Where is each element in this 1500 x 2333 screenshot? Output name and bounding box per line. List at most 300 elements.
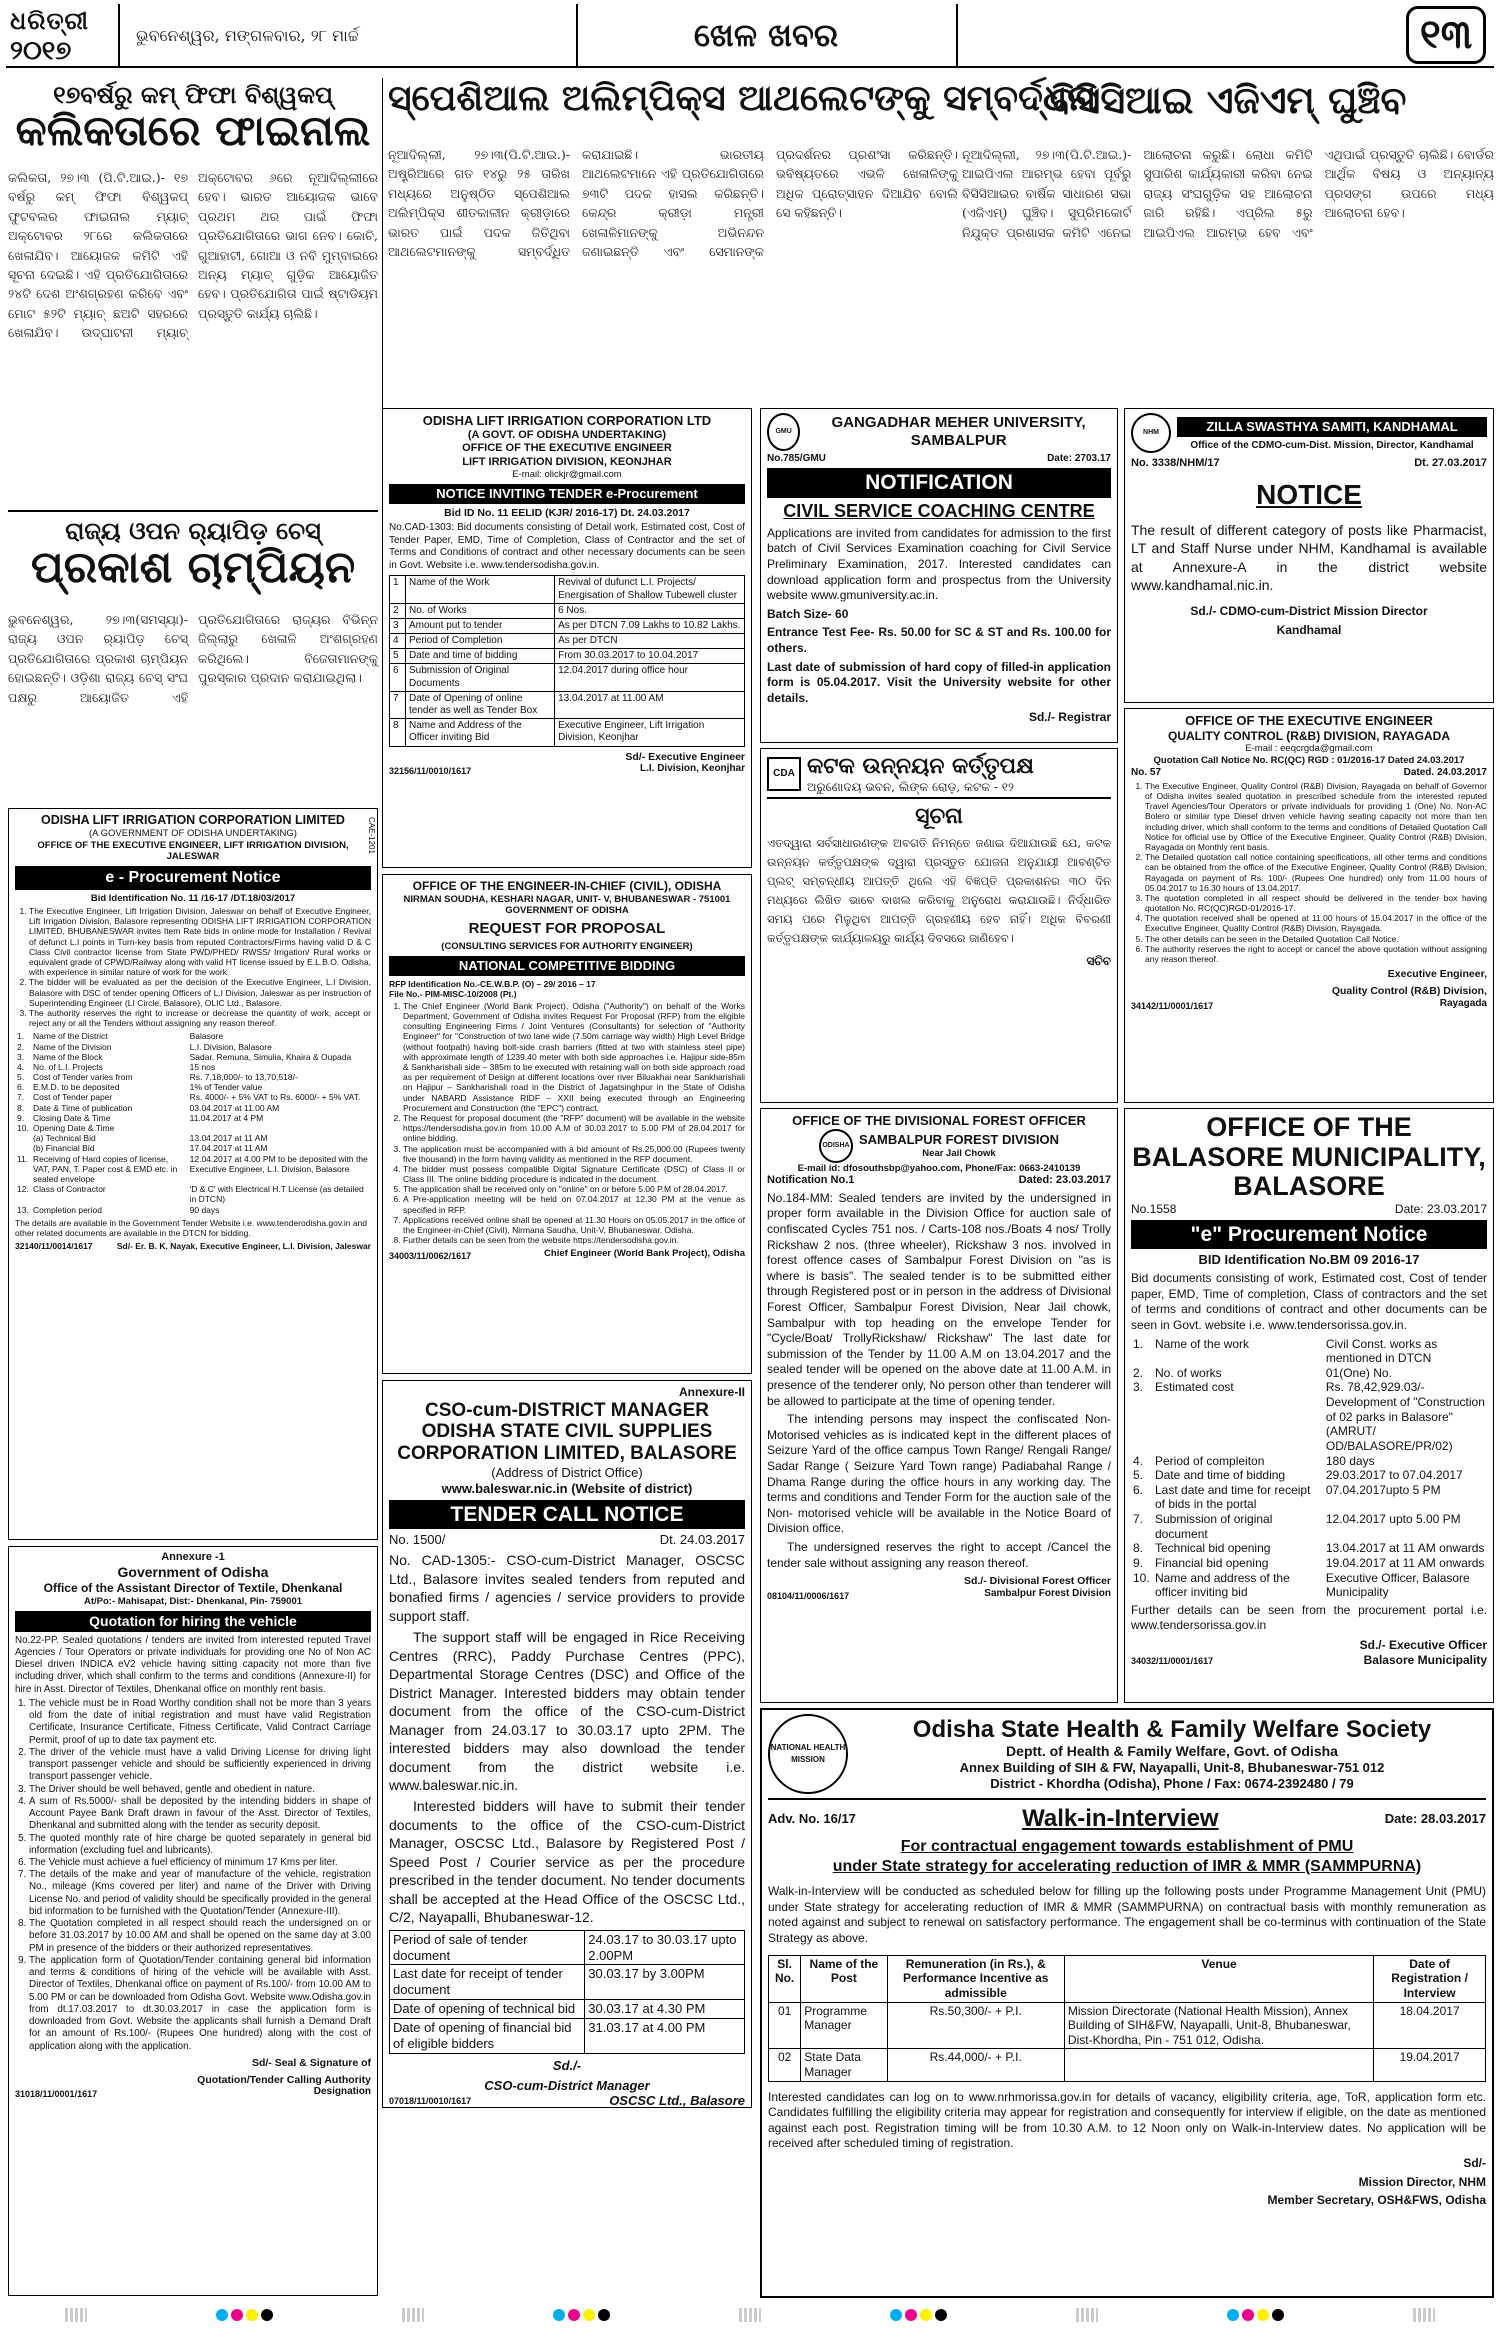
ad-date: Dt. 27.03.2017: [1414, 457, 1487, 469]
table-row: [390, 603, 745, 618]
ad-signature: Sd./- CDMO-cum-District Mission Director: [1190, 604, 1428, 619]
row-no: 8.: [1133, 1541, 1144, 1556]
ad-org: OFFICE OF THE DIVISIONAL FOREST OFFICER: [792, 1113, 1086, 1128]
ad-code: 34032/11/0001/1617: [1131, 1655, 1214, 1666]
ad-sub: NIRMAN SOUDHA, KESHARI NAGAR, UNIT- V, BHUBANESWAR - 751001: [403, 893, 731, 905]
ad-sub: Office of the CDMO-cum-Dist. Mission, Director, Kandhamal: [1190, 439, 1474, 451]
row-label: Date and time of bidding: [1155, 1468, 1286, 1483]
row-label: E.M.D. to be deposited: [33, 1082, 120, 1093]
row-label: Cost of Tender paper: [33, 1092, 113, 1103]
row-value: As per DTCN: [555, 634, 745, 649]
ad-footer: Interested candidates can log on to www.nrhmorissa.gov.in for details of vacancy, eligibility criteria, age, ToR, application form etc. Candidates fulfilling the eligibility criteria may appear for registration and consequently for interview if eligible, on the date as mentioned against each post. Registration timing will be from 10.30 A.M. to 12 Noon only on Walk-in-Interview dates. No application will be received after scheduled timing of registration.: [768, 2089, 1486, 2151]
ad-org: Odisha State Health & Family Welfare Society: [912, 1715, 1432, 1743]
olic-jal-items: [15, 906, 371, 1028]
ad-signature: Quotation/Tender Calling Authority: [197, 2073, 371, 2086]
ad-sub: SAMBALPUR FOREST DIVISION: [858, 1132, 1060, 1148]
table-row: [1131, 1483, 1487, 1512]
ad-signature: Sd./- Registrar: [1028, 710, 1111, 725]
special-story-head: [388, 77, 1097, 140]
row-value: 13.04.2017 at 11 AM: [189, 1133, 268, 1144]
row-label: No. of works: [1155, 1365, 1222, 1380]
table-row: [15, 1103, 371, 1113]
ad-batch: Batch Size- 60: [767, 606, 849, 621]
list-item: 4. The quotation received shall be opened at 11.00 hours of 15.04.2017 in the office of the Executive Engineer, Quality Control (R&B) Division, Rayagada.: [1145, 913, 1487, 933]
row-value: Rs. 7,18,000/- to 13,70,518/-: [189, 1072, 298, 1083]
ad-signature: Balasore Municipality: [1363, 1652, 1487, 1667]
table-row: [390, 649, 745, 664]
ad-address: Near Jail Chowk: [922, 1148, 996, 1159]
ad-signature: Sd/- Er. B. K. Nayak, Executive Engineer, L.I. Division, Jaleswar: [116, 1241, 371, 1252]
ad-vertical-code: CAE-1201: [367, 817, 376, 854]
ad-signature: Chief Engineer (World Bank Project), Odisha: [544, 1248, 745, 1260]
row-label: Date of Opening of online tender as well as Tender Box: [406, 691, 555, 718]
table-row: [15, 1082, 371, 1092]
ad-code: 08104/11/0006/1617: [767, 1590, 850, 1601]
ad-paragraph: No.184-MM: Sealed tenders are invited by the undersigned in proper form available in the Division Office for auction sale of confiscated Cycles 751 nos. / Carts-108 nos./Boats 4 nos/ Trolly Rickshaw 2 nos. (three wheeler), Rickshaw 3 nos. involved in forest offence cases of Sambalpur Forest Division on "as is where is basis". The sealed tender is to be submitted either through Registered post or in person in the address of Divisional Forest Officer, Sambalpur Forest Division, Near Jail chowk, Sambalpur with top heading on the envelope Tender for "Cycle/Boat/ TrollyRickshaw/ Rickshaw" The last date for submission of the Tender by 11.00 A.M on 13.04.2017 and the sealed tender will be opened on the above date at 11.00 A.M. in presence of the tenderer only, No person other than tenderer will be allowed to participate at the time of opening tender.: [767, 1190, 1111, 1408]
row-label: Estimated cost: [1155, 1380, 1234, 1395]
column-header: Venue: [1064, 1955, 1373, 2002]
row-label: Date of opening of financial bid of eligible bidders: [390, 2019, 585, 2054]
ad-subtitle: For contractual engagement towards establishment of PMU: [900, 1838, 1354, 1856]
ad-file-no: File No.- PIM-MISC-10/2008 (Pt.): [389, 988, 517, 999]
table-row: [1131, 1454, 1487, 1469]
ad-email: E-mail id: dfosouthsbp@yahoo.com, Phone/Fax: 0663-2410139: [797, 1162, 1081, 1174]
row-value: 29.03.2017 to 07.04.2017: [1325, 1468, 1463, 1483]
row-no: [15, 1143, 31, 1153]
row-no: 2.: [1133, 1365, 1144, 1380]
ad-signature: Sd./- Divisional Forest Officer: [963, 1575, 1111, 1588]
row-label: Name of the Block: [33, 1051, 103, 1062]
cso-ad: [382, 1380, 752, 2108]
table-row: [390, 576, 745, 603]
rayagada-items: [1131, 781, 1487, 964]
row-value: 'D & C' with Electrical H.T License (as detailed in DTCN): [189, 1184, 364, 1205]
olic-keonjhar-ad: [382, 408, 752, 868]
ad-signature: Designation: [313, 2086, 371, 2098]
ad-org: ODISHA LIFT IRRIGATION CORPORATION LTD: [422, 413, 712, 428]
row-value: Civil Const. works as mentioned in DTCN: [1325, 1336, 1438, 1366]
row-no: 10.: [17, 1123, 29, 1134]
ad-sub: (A GOVT. OF ODISHA UNDERTAKING): [467, 428, 667, 441]
ad-sub: QUALITY CONTROL (R&B) DIVISION, RAYAGADA: [1167, 728, 1451, 743]
row-value: 17.04.2017 at 11 AM: [189, 1143, 268, 1154]
ad-bid-id: BID Identification No.BM 09 2016-17: [1198, 1252, 1420, 1268]
forest-ad: [760, 1108, 1118, 1703]
bcci-story-body: ନୂଆଦିଲ୍ଲୀ, ୨୭।୩(ପି.ଟି.ଆଇ.)- ଆଇପିଏଲ ଆରମ୍ଭ ହେବା ପୂର୍ବରୁ ବିସିସିଆଇର ବାର୍ଷିକ ସାଧାରଣ ସଭା (ଏଜିଏମ୍) ଘୁଞ୍ଚିବ। ସୁପ୍ରିମକୋର୍ଟ ନିଯୁକ୍ତ ପ୍ରଶାସକ କମିଟି ଏନେଇ ଆଲୋଚନା କରୁଛି। ଲୋଧା କମିଟି ସୁପାରିଶ କାର୍ଯ୍ୟକାରୀ କରିବା ନେଇ ରାଜ୍ୟ ସଂଘଗୁଡ଼ିକ ସହ ଆଲୋଚନା ଜାରି ରହିଛି। ଏପ୍ରିଲ ୫ରୁ ଆଇପିଏଲ ଆରମ୍ଭ ହେବ ଏବଂ ଏଥିପାଇଁ ପ୍ରସ୍ତୁତି ଚାଲିଛି। ବୋର୍ଡର ଆର୍ଥିକ ବିଷୟ ଓ ଅନ୍ୟାନ୍ୟ ପ୍ରସଙ୍ଗ ଉପରେ ମଧ୍ୟ ଆଲୋଚନା ହେବ।: [962, 147, 1494, 240]
row-label: Financial bid opening: [1155, 1555, 1269, 1570]
list-item: 5. The application shall be received only on "online" on or before 5.00 P.M of 28.04.2017.: [403, 1184, 745, 1194]
ad-sub: (A GOVERNMENT OF ODISHA UNDERTAKING): [89, 828, 297, 840]
odisha-emblem-icon: ODISHA: [819, 1129, 853, 1163]
ad-date: Dated. 24.03.2017: [1403, 766, 1487, 778]
table-row: [390, 691, 745, 718]
ad-subtitle: under State strategy for accelerating reduction of IMR & MMR (SAMMPURNA): [832, 1857, 1422, 1875]
row-value: 19.04.2017 at 11 AM onwards: [1325, 1555, 1485, 1570]
table-row: [1131, 1571, 1487, 1600]
registration-bar: [1413, 2308, 1435, 2322]
row-value: L.I. Division, Balasore: [189, 1041, 272, 1052]
ad-signature: Executive Engineer,: [1387, 968, 1487, 981]
row-label: Submission of Original Documents: [406, 664, 555, 691]
row-label: Amount put to tender: [406, 618, 555, 633]
table-row: [390, 2000, 745, 2019]
health-table: [768, 1955, 1486, 2082]
list-item: 1. The vehicle must be in Road Worthy condition shall not be more than 3 years old from the date of initial registration and must have valid Registration Certificate, Insurance Certificate, Fitness Certificate, Valid Contract Carriage Permit, proof of up to date tax payment etc.: [29, 1698, 371, 1747]
masthead: [6, 4, 1494, 68]
row-label: Class of Contractor: [33, 1184, 106, 1195]
rapid-story-body: ଭୁବନେଶ୍ୱର, ୨୭।୩(ସମସ୍ୟା)- ରାଜ୍ୟ ଓପନ ର‌୍ୟାପିଡ଼ ଚେସ୍ ପ୍ରତିଯୋଗିତାରେ ପ୍ରକାଶ ଚାମ୍ପିୟନ ହୋଇଛନ୍ତି। ଓଡ଼ିଶା ରାଜ୍ୟ ଚେସ୍ ସଂଘ ପକ୍ଷରୁ ଆୟୋଜିତ ଏହି ପ୍ରତିଯୋଗିତାରେ ରାଜ୍ୟର ବିଭିନ୍ନ ଜିଲ୍ଲାରୁ ଖେଳାଳି ଅଂଶଗ୍ରହଣ କରିଥିଲେ। ବିଜେତାମାନଙ୍କୁ ପୁରସ୍କାର ପ୍ରଦାନ କରାଯାଇଥିଲା।: [8, 612, 378, 705]
row-no: 7.: [17, 1092, 25, 1103]
bcci-headline: ବିସିସିଆଇ ଏଜିଏମ୍ ଘୁଞ୍ଚିବ: [1049, 77, 1407, 122]
ad-fee: Entrance Test Fee- Rs. 50.00 for SC & ST and Rs. 100.00 for others.: [767, 625, 1111, 655]
ad-signature: Sd/- Executive Engineer: [625, 750, 745, 763]
table-row: [15, 1205, 371, 1215]
row-value: Balasore: [189, 1031, 224, 1042]
fifa-headline: କଲିକତାରେ ଫାଇନାଲ: [15, 106, 371, 156]
row-value: As per DTCN 7.09 Lakhs to 10.82 Lakhs.: [555, 618, 745, 633]
rapid-headline: ପ୍ରକାଶ ଚାମ୍ପିୟନ: [30, 542, 356, 594]
masthead-divider: [956, 4, 958, 66]
row-label: Last date for receipt of tender document: [390, 1965, 585, 2000]
row-venue: Mission Directorate (National Health Mission), Annex Building of SIH&FW, Nayapalli, Unit-8, Bhubaneswar, Dist-Khordha, Pin - 751 012, Odisha.: [1064, 2002, 1373, 2049]
fifa-story-head: [8, 80, 378, 160]
row-post: Programme Manager: [801, 2002, 887, 2049]
table-row: [390, 618, 745, 633]
row-value: 31.03.17 at 4.00 PM: [585, 2019, 745, 2054]
ad-email: E-mail : eeqcrgda@gmail.com: [1245, 743, 1373, 755]
ad-district: District - Khordha (Odisha), Phone / Fax: 0674-2392480 / 79: [990, 1776, 1354, 1792]
ad-bid-id: Bid Identification No. 11 /16-17 /DT.18/03/2017: [90, 892, 296, 904]
ad-title: Walk-in-Interview: [1022, 1805, 1219, 1832]
ad-paragraph: No. CAD-1305:- CSO-cum-District Manager, OSCSC Ltd., Balasore invites sealed tenders from reputed and bonafied firms / agencies / service providers to provide support staff.: [389, 1552, 745, 1624]
print-registration-marks: [0, 2300, 1500, 2330]
row-label: Name and address of the officer inviting bid: [1155, 1570, 1290, 1600]
ad-org: Government of Odisha: [117, 1564, 269, 1581]
column-header: Name of the Post: [801, 1955, 887, 2002]
row-no: 2: [390, 603, 406, 618]
row-value: Sadar, Remuna, Simulia, Khaira & Oupada: [189, 1051, 352, 1062]
ad-further: Further details can be seen from the procurement portal i.e. www.tendersorissa.gov.in: [1131, 1602, 1487, 1633]
row-no: 8.: [17, 1102, 25, 1113]
ad-email: E-mail: olickjr@gmail.com: [512, 469, 622, 481]
ad-no: No. 3338/NHM/17: [1131, 457, 1220, 469]
ad-no: No. 1500/: [389, 1532, 446, 1548]
ad-org: OFFICE OF THE BALASORE MUNICIPALITY, BALASORE: [1132, 1112, 1486, 1202]
ad-code: 32140/11/0014/1617: [15, 1241, 93, 1252]
table-row: [15, 1123, 371, 1133]
list-item: 3. The quotation completed in all respect should be delivered in the tender box having quotation No. RC(QC)RGD-01/2016-17.: [1145, 893, 1487, 913]
list-item: 6. A Pre-application meeting will be held on 07.04.2017 at 12.30 PM at the venue as specified in RFP.: [403, 1194, 745, 1214]
ad-date: Date: 23.03.2017: [1394, 1202, 1487, 1217]
ad-address: Annex Building of SIH & FW, Nayapalli, Unit-8, Bhubaneswar-751 012: [959, 1760, 1385, 1776]
list-item: 2. The Request for proposal document (the "RFP" document) will be available in the website https://tendersodisha.gov.in from 10.00 A.M of 30.03.2017 to 5.00 PM of 28.04.2017 for online bidding.: [403, 1113, 745, 1144]
column-rule: [382, 78, 383, 408]
list-item: 8. Further details can be seen from the website https://tendersodisha.gov.in.: [403, 1235, 745, 1245]
ad-signature: ସଚିବ: [1086, 954, 1111, 969]
row-no: 1.: [17, 1031, 25, 1042]
ad-sub: Office of the Assistant Director of Textile, Dhenkanal: [43, 1581, 343, 1596]
row-value: 07.04.2017upto 5 PM: [1325, 1482, 1441, 1497]
list-item: 2. The Detailed quotation call notice containing specifications, all other terms and conditions can be obtained from the office of the Executive Engineer, Quality Control (R&B) Division, Rayagada on payment of Rs. 100/- (Rupees One hundred) only from 11.00 hours of 05.04.2017 to 16.30 hours of 13.04.2017.: [1145, 852, 1487, 893]
row-value: Executive Engineer, Lift Irrigation Division, Keonjhar: [555, 719, 745, 746]
ad-org: ODISHA LIFT IRRIGATION CORPORATION LIMITED: [41, 813, 345, 827]
ad-sub: OFFICE OF THE EXECUTIVE ENGINEER, LIFT IRRIGATION DIVISION, JALESWAR: [37, 839, 349, 863]
row-value: 03.04.2017 at 11.00 AM: [189, 1102, 280, 1113]
ad-banner: TENDER CALL NOTICE: [389, 1500, 745, 1530]
ad-no: Adv. No. 16/17: [768, 1810, 856, 1826]
row-label: Name of the District: [33, 1031, 108, 1042]
ad-no: No.785/GMU: [767, 453, 826, 464]
cso-table: [389, 1930, 745, 2054]
rayagada-ad: [1124, 708, 1494, 1103]
ad-signature: OSCSC Ltd., Balasore: [609, 2093, 745, 2109]
row-no: [15, 1133, 31, 1143]
special-headline: ସ୍ପେଶିଆଲ ଅଲିମ୍ପିକ୍ସ ଆଥଲେଟଙ୍କୁ ସମ୍ବର୍ଦ୍ଧନା: [388, 77, 1097, 119]
special-story-body: ନୂଆଦିଲ୍ଲୀ, ୨୭।୩(ପି.ଟି.ଆଇ.)- ଅଷ୍ଟ୍ରିଆରେ ଗତ ୧୪ରୁ ୨୫ ତାରିଖ ମଧ୍ୟରେ ଅନୁଷ୍ଠିତ ସ୍ପେଶିଆଲ ଅଲିମ୍ପିକ୍ସ ଶୀତକାଳୀନ କ୍ରୀଡ଼ାରେ ଭାରତ ପାଇଁ ପଦକ ଜିତିଥିବା ଆଥଲେଟମାନଙ୍କୁ ସମ୍ବର୍ଦ୍ଧିତ କରାଯାଇଛି। ଭାରତୀୟ ଆଥଲେଟମାନେ ଏହି ପ୍ରତିଯୋଗିତାରେ ୭୩ଟି ପଦକ ହାସଲ କରିଛନ୍ତି। କେନ୍ଦ୍ର କ୍ରୀଡ଼ା ମନ୍ତ୍ରୀ ଖେଳାଳିମାନଙ୍କୁ ଅଭିନନ୍ଦନ ଜଣାଇଛନ୍ତି ଏବଂ ସେମାନଙ୍କ ପ୍ରଦର୍ଶନର ପ୍ରଶଂସା କରିଛନ୍ତି। ଭବିଷ୍ୟତରେ ଏଭଳି ଖେଳାଳିଙ୍କୁ ଅଧିକ ପ୍ରୋତ୍ସାହନ ଦିଆଯିବ ବୋଲି ସେ କହିଛନ୍ତି।: [388, 147, 958, 259]
row-no: 2.: [17, 1041, 25, 1052]
ad-title: ସୂଚନା: [915, 803, 963, 830]
row-no: 1: [390, 576, 406, 603]
list-item: 2. The driver of the vehicle must have a valid Driving License for driving light transport passenger vehicle and should be sufficiently experienced in driving transport passenger vehicle.: [29, 1747, 371, 1784]
row-label: Period of sale of tender document: [390, 1930, 585, 1965]
row-no: 6.: [17, 1082, 25, 1093]
list-item: 1. The Executive Engineer, Quality Control (R&B) Division, Rayagada on behalf of Governor of Odisha invites sealed quotation in prescribed schedule from the interested reputed Travel Agencies/Tour Operators or private individuals for providing 1 (One) No. Non-AC Bolero or similar type Diesel driven vehicle having seating capacity not more than ten including driver, which shall conform to the terms and conditions of Detailed Quotation Call Notice for official use by Office of the Executive Engineer, Quality Control (R&B) Division, Rayagada on Monthly rent basis.: [1145, 781, 1487, 852]
row-value: Executive Officer, Balasore Municipality: [1325, 1570, 1470, 1600]
table-row: [1131, 1541, 1487, 1556]
ad-no: Notification No.1: [767, 1174, 855, 1187]
ad-signature: Kandhamal: [1276, 623, 1342, 638]
list-item: 4. The bidder must possess compatible Digital Signature Certificate (DSC) of Class II or Class III. The online bidding procedure is indicated in the document.: [403, 1164, 745, 1184]
table-row: [15, 1092, 371, 1102]
ad-signature: Sd/- Seal & Signature of: [251, 2056, 371, 2069]
ad-body: The result of different category of posts like Pharmacist, LT and Staff Nurse under NHM, Kandhamal is available at Annexure-A in the district website www.kandhamal.nic.in.: [1131, 521, 1487, 593]
table-row: [15, 1042, 371, 1052]
row-value: 24.03.17 to 30.03.17 upto 2.00PM: [585, 1930, 745, 1965]
olic-jaleswar-table: [15, 1031, 371, 1214]
ad-org: କଟକ ଉନ୍ନୟନ କର୍ତ୍ତୃପକ୍ଷ: [807, 753, 1034, 779]
ad-address: At/Po:- Mahisapat, Dist:- Dhenkanal, Pin- 759001: [83, 1596, 303, 1608]
newspaper-brand: ଧରିତ୍ରୀ: [10, 6, 89, 35]
table-row: [1131, 1468, 1487, 1483]
row-no: 4.: [17, 1061, 25, 1072]
list-item: 3. The application must be accompanied with a bid amount of Rs.25,000.00 (Rupees twenty five thousand) in the form having validity as mentioned in the RFP document.: [403, 1144, 745, 1164]
olic-keonjhar-table: [389, 575, 745, 746]
column-header: Sl. No.: [769, 1955, 801, 2002]
ad-sub: OFFICE OF THE EXECUTIVE ENGINEER: [462, 442, 672, 455]
masthead-divider: [576, 4, 578, 66]
cda-ad: [760, 748, 1118, 1103]
list-item: 6. The Vehicle must achieve a fuel efficiency of minimum 17 Kms per liter.: [29, 1857, 371, 1869]
ad-banner: NOTIFICATION: [767, 468, 1111, 498]
row-label: Name and Address of the Officer inviting Bid: [406, 719, 555, 746]
row-value: 15 nos: [189, 1061, 216, 1072]
ad-sub: GOVERNMENT OF ODISHA: [505, 905, 629, 917]
table-row: [15, 1133, 371, 1143]
nhm-logo-icon: NHM: [1131, 413, 1171, 453]
registration-bar: [1076, 2308, 1098, 2322]
row-value: 12.04.2017 upto 5.00 PM: [1325, 1512, 1461, 1527]
ad-annex: Annexure-II: [678, 1385, 745, 1399]
row-no: 9.: [1133, 1555, 1144, 1570]
divider: [8, 510, 378, 512]
row-label: No. of Works: [406, 603, 555, 618]
ad-paragraph: The intending persons may inspect the confiscated Non- Motorised vehicles as is indicated kept in the different places of Seizure Yard of the office campus Town Range/ Rengali Range/ Sadar Range ( Seizure Yard Town range) Padiabahal Range / Dhama Range during the office hours in any working day. The terms and conditions and Tender Form for the auction sale of the Non- motorised vehicle will be available in the Notice Board of Division office.: [767, 1412, 1111, 1536]
table-row: [1131, 1556, 1487, 1571]
row-pay: Rs.44,000/- + P.I.: [887, 2049, 1064, 2081]
row-no: 3: [390, 618, 406, 633]
row-no: 3.: [17, 1051, 25, 1062]
row-no: 7.: [1133, 1512, 1144, 1527]
ad-bid-id: Bid ID No. 11 EELID (KJR/ 2016-17) Dt. 24.03.2017: [444, 506, 690, 519]
table-row: [390, 719, 745, 746]
ad-paragraph: The undersigned reserves the right to accept /Cancel the tender sale without assigning any reason thereof.: [767, 1539, 1111, 1570]
ad-signature: Sd/-: [1463, 2156, 1486, 2171]
ad-body: ଏତଦ୍ୱାରା ସର୍ବସାଧାରଣଙ୍କ ଅବଗତି ନିମନ୍ତେ ଜଣାଇ ଦିଆଯାଉଛି ଯେ, କଟକ ଉନ୍ନୟନ କର୍ତ୍ତୃପକ୍ଷଙ୍କ ଦ୍ୱାରା ପ୍ରସ୍ତୁତ ଯୋଜନା ଅନୁଯାୟୀ ଆବଣ୍ଟିତ ପ୍ଲଟ୍ ସମ୍ବନ୍ଧୀୟ ଆପତ୍ତି ଥିଲେ ଏହି ବିଜ୍ଞପ୍ତି ପ୍ରକାଶନର ୩୦ ଦିନ ମଧ୍ୟରେ ଲିଖିତ ଭାବେ ଦାଖଲ କରିବାକୁ ଅନୁରୋଧ କରାଯାଉଛି। ନିର୍ଦ୍ଧାରିତ ସମୟ ପରେ ମିଳୁଥିବା ଆପତ୍ତି ଗ୍ରହଣୀୟ ହେବ ନାହିଁ। ଅଧିକ ବିବରଣୀ କର୍ତ୍ତୃପକ୍ଷଙ୍କ କାର୍ଯ୍ୟାଳୟରୁ କାର୍ଯ୍ୟ ଦିବସରେ ଜାଣିହେବ।: [767, 836, 1111, 946]
ad-no: No. 57: [1131, 766, 1162, 778]
table-row: [390, 634, 745, 649]
edition-year: ୨୦୧୭: [10, 36, 72, 66]
row-value: 01(One) No.: [1325, 1365, 1392, 1380]
row-value: Rs. 78,42,929.03/- Development of "Construction of 02 parks in Balasore" (AMRUT/ OD/BALASORE/PR/02): [1325, 1380, 1485, 1453]
ad-org: GANGADHAR MEHER UNIVERSITY, SAMBALPUR: [831, 413, 1086, 449]
row-no: 5.: [17, 1072, 25, 1083]
column-header: Date of Registration / Interview: [1374, 1955, 1486, 2002]
row-value: Revival of dufunct L.I. Projects/ Energisation of Shallow Tubewell cluster: [555, 576, 745, 603]
table-row: [769, 2002, 1486, 2049]
table-row: [390, 2019, 745, 2054]
page-number: ୧୩: [1406, 6, 1486, 64]
ad-body: No.CAD-1303: Bid documents consisting of Detail work, Estimated cost, Cost of Tender Paper, EMD, Time of Completion, Class of Contractor and the set of Terms and Conditions of contract and other necessary documents can be seen in Govt. Website i.e. www.tendersodisha.gov.in.: [389, 522, 745, 571]
ad-org: CSO-cum-DISTRICT MANAGER ODISHA STATE CIVIL SUPPLIES CORPORATION LIMITED, BALASORE: [397, 1399, 737, 1465]
ad-address: (Address of District Office): [491, 1465, 643, 1481]
ad-sub: (CONSULTING SERVICES FOR AUTHORITY ENGINEER): [441, 941, 693, 953]
textile-ad: [8, 1546, 378, 2296]
list-item: 7. Applications received online shall be opened at 11.30 Hours on 05.05.2017 in the office of the Engineer-in-Chief (Civil), Nirmana Saudha, Unit-V, Bhubaneswar, Odisha.: [403, 1215, 745, 1235]
row-no: 13.: [17, 1204, 29, 1215]
list-item: 6. The authority reserves the right to accept or cancel the above quotation without assigning any reason thereof.: [1145, 944, 1487, 964]
row-venue: [1064, 2049, 1373, 2081]
row-label: Receiving of Hard copies of license, VAT, PAN, T. Paper cost & EMD etc. in sealed envelope: [33, 1153, 178, 1184]
ad-code: 34142/11/0001/1617: [1131, 1000, 1214, 1011]
ad-sub: Deptt. of Health & Family Welfare, Govt. of Odisha: [1006, 1743, 1338, 1760]
row-pay: Rs.50,300/- + P.I.: [887, 2002, 1064, 2049]
zss-ad: [1124, 408, 1494, 703]
bcci-story-head: [962, 77, 1494, 140]
row-no: 6.: [1133, 1482, 1144, 1497]
ad-date: Dt. 24.03.2017: [659, 1532, 745, 1548]
ad-date: Date: 2703.17: [1047, 453, 1111, 464]
eic-items: [389, 1001, 745, 1246]
row-value: 30.03.17 by 3.00PM: [585, 1965, 745, 2000]
textile-items: [15, 1698, 371, 2053]
table-row: [15, 1052, 371, 1062]
row-label: Name of the work: [1155, 1336, 1250, 1351]
table-row: [1131, 1337, 1487, 1366]
registration-bar: [402, 2308, 424, 2322]
row-label: Period of compleiton: [1155, 1453, 1265, 1468]
list-item: 9. The application form of Quotation/Tender containing general bid information and terms & conditions of hiring of the vehicle will be available with Asst. Director of Textiles, Dhenkanal office on payment of Rs.100/- from 10.00 AM to 5.00 PM or can be downloaded from Odisha Govt. Website www.Odisha.gov.in from dt.17.03.2017 to dt.30.03.2017 in case the application form is downloaded from Govt. Website the applicants shall furnish a Demand Draft for an amount of Rs.100/- (Rupees One hundred) along with the cost of application along with the application.: [29, 1955, 371, 2053]
row-post: State Data Manager: [801, 2049, 887, 2081]
row-value: 13.04.2017 at 11 AM onwards: [1325, 1541, 1485, 1556]
row-label: Date of opening of technical bid: [390, 2000, 585, 2019]
ad-body: Applications are invited from candidates for admission to the first batch of Civil Services Examination coaching for Civil Service Preliminary Examination, 2017. Interested candidates can download application form and prospectus from the University website www.gmuniversity.ac.in.: [767, 525, 1111, 603]
row-no: 3.: [1133, 1380, 1144, 1395]
ad-rfp-id: RFP Identification No.-CE.W.B.P. (O) – 29/ 2016 – 17: [389, 978, 596, 989]
row-no: 1.: [1133, 1336, 1144, 1351]
table-row: [15, 1113, 371, 1123]
row-no: 4: [390, 634, 406, 649]
list-item: 2. The bidder will be evaluated as per the decision of the Executive Engineer, L.I Division, Balasore with DSC of tender opening Officers of L.I Division, Jaleswar as per instruction of Superintending Engineer (LI Circle, Balasore), OLIC Ltd., Balasore.: [29, 977, 371, 1008]
row-no: 02: [769, 2049, 801, 2081]
rapid-kicker: ରାଜ୍ୟ ଓପନ ର‌୍ୟାପିଡ଼ ଚେସ୍: [65, 516, 321, 545]
row-no: 01: [769, 2002, 801, 2049]
date-line: ଭୁବନେଶ୍ୱର, ମଙ୍ଗଳବାର, ୨୮ ମାର୍ଚ୍ଚ: [136, 26, 359, 45]
table-row: [15, 1143, 371, 1153]
row-value: Rs. 4000/- + 5% VAT to Rs. 6000/- + 5% VAT.: [189, 1092, 361, 1103]
ad-signature: Sd./-: [552, 2057, 582, 2073]
row-no: 5: [390, 649, 406, 664]
list-item: 4. A sum of Rs.5000/- shall be deposited by the intending bidders in shape of Account Payee Bank Draft drawn in favour of the Asst. Director of Textiles, Dhenkanal and submitted along with the tender as security deposit.: [29, 1796, 371, 1833]
row-label: Date & Time of publication: [33, 1102, 133, 1113]
ad-paragraph: The support staff will be engaged in Rice Receiving Centres (RRC), Paddy Purchase Centres (PPC), Departmental Storage Centres (DSC) and Office of the District Manager. Interested bidders may obtain tender document from the office of the CSO-cum-District Manager from 24.03.17 to 30.03.17 upto 2PM. The interested bidders may also download the tender document from the district website i.e. www.baleswar.nic.in.: [389, 1629, 745, 1793]
list-item: 5. The quoted monthly rate of hire charge be quoted separately in general bid information (excluding fuel and lubricants).: [29, 1833, 371, 1857]
registration-bar: [739, 2308, 761, 2322]
ad-no: No.1558: [1131, 1202, 1177, 1217]
eic-ad: [382, 874, 752, 1374]
list-item: 1. The Executive Engineer, Lift Irrigation Division, Jaleswar on behalf of Executive Engineer, Lift Irrigation Division, Balasore representing ODISHA LIFT IRRIGATION CORPORATION LIMITED, BHUBANESWAR invites Item Rate bids in online mode for Installation / Revival of defunct L.I points in Turn-key basis from reputed Contractors/Firms having valid D & C Class Civil contractor license from State PWD/PHED/ RWSS/ Irrigation/ Rural works or equivalent grade of CPWD/Railway along with valid HT license issued by E.L.B.O. Odisha, with experience in similar nature of work for the work.: [29, 906, 371, 977]
color-dots: [1227, 2309, 1284, 2321]
nhm-logo-icon: NATIONAL HEALTH MISSION: [768, 1714, 848, 1794]
table-row: [390, 1965, 745, 2000]
table-row: [1131, 1366, 1487, 1381]
fifa-kicker: ୧୭ବର୍ଷରୁ କମ୍ ଫିଫା ବିଶ୍ୱକପ୍: [53, 80, 333, 109]
masthead-divider: [118, 4, 120, 66]
ad-banner: NOTICE INVITING TENDER e-Procurement: [389, 484, 745, 504]
table-row: [390, 1930, 745, 1965]
ad-notice-no: Quotation Call Notice No. RC(QC) RGD : 01/2016-17 Dated 24.03.2017: [1153, 755, 1465, 767]
balasore-table: [1131, 1337, 1487, 1600]
table-row: [15, 1031, 371, 1041]
row-no: 6: [390, 664, 406, 691]
row-label: Cost of Tender varies from: [33, 1072, 133, 1083]
ad-signature: L.I. Division, Keonjhar: [639, 763, 745, 775]
ad-code: 31018/11/0001/1617: [15, 2089, 98, 2100]
ad-org: OFFICE OF THE EXECUTIVE ENGINEER: [1185, 713, 1433, 728]
health-ad: [760, 1708, 1494, 2298]
ad-website: www.baleswar.nic.in (Website of district): [441, 1481, 693, 1497]
column-header: Remuneration (in Rs.), & Performance Incentive as admissible: [887, 1955, 1064, 2002]
ad-signature: Member Secretary, OSH&FWS, Odisha: [1267, 2193, 1486, 2208]
ad-banner: Quotation for hiring the vehicle: [15, 1611, 371, 1632]
table-row: [390, 664, 745, 691]
list-item: 8. The Quotation completed in all respect should reach the undersigned on or before 31.03.2017 by 10.00 AM and shall be opened on the same day at 3.00 PM in presence of the bidders or their authorized representatives.: [29, 1918, 371, 1955]
row-label: Period of Completion: [406, 634, 555, 649]
row-date: 18.04.2017: [1374, 2002, 1486, 2049]
table-row: [15, 1062, 371, 1072]
row-label: No. of L.I. Projects: [33, 1061, 103, 1072]
table-row: [15, 1184, 371, 1204]
ad-body: Bid documents consisting of work, Estimated cost, Cost of tender paper, EMD, Time of completion, Class of contractors and the set of terms and conditions of contract and other documents can be seen in Govt. website i.e. www.tendersorissa.gov.in.: [1131, 1271, 1487, 1332]
ad-sub: ଅରୁଣୋଦୟ ଭବନ, ଲିଙ୍କ ରୋଡ଼, କଟକ - ୧୨: [807, 779, 1014, 794]
registration-bar: [65, 2308, 87, 2322]
gmu-ad: [760, 408, 1118, 743]
row-no: 8: [390, 719, 406, 746]
ad-banner: "e" Procurement Notice: [1131, 1220, 1487, 1250]
ad-org: ZILLA SWASTHYA SAMITI, KANDHAMAL: [1177, 417, 1487, 437]
row-label: Submission of original document: [1155, 1512, 1273, 1541]
row-value: [188, 1123, 371, 1133]
row-no: 7: [390, 691, 406, 718]
